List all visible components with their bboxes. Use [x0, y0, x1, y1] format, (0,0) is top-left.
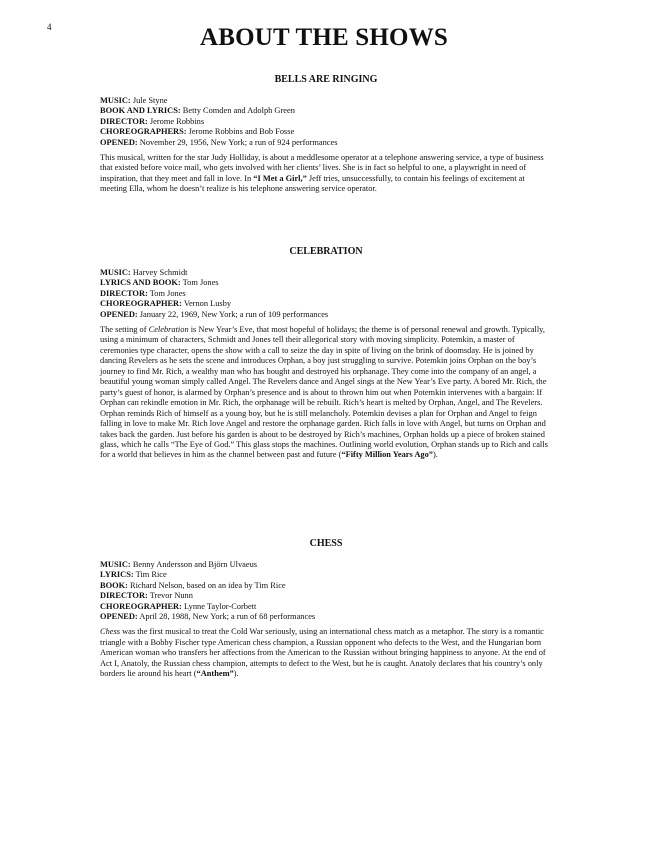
synopsis-text: ).	[432, 450, 438, 460]
credit-label: LYRICS AND BOOK:	[100, 278, 181, 288]
credit-line	[100, 278, 552, 288]
credits-list	[100, 268, 552, 320]
credit-value: Jerome Robbins	[149, 116, 205, 126]
credit-value: Trevor Nunn	[149, 591, 193, 601]
synopsis-text: ).	[233, 669, 239, 679]
credit-line	[100, 581, 552, 591]
show-name-italic: Chess	[100, 627, 121, 637]
credit-line	[100, 106, 552, 116]
synopsis-text: is New Year’s Eve, that most hopeful of holidays; the theme is of personal renewal and growth. Typically, using a minimum of characters, Schmidt and Jones tell their allegorical story with moving simplicity. Potemkin, a master of ceremonies type character, opens the show with a call to seize the day in spite of living on the brink of doomsday. He is joined by dancing Revelers as he sets the scene and introduces Orphan, a boy just struggling to survive. Potemkin joins Orphan on the boy’s journey to find Mr. Rich, a wealthy man who has bought and destroyed his orphanage. They come into the company of an angel, a beautiful young woman simply called Angel. The Revelers dance and Angel sings at the New Year’s Eve party. A bored Mr. Rich, the party’s guest of honor, is alarmed by Orphan’s presence and is about to thrown him out when Potemkin intervenes with a bargain: If Orphan can rekindle emotion in Mr. Rich, the orphanage will be rebuilt. Rich’s heart is melted by Orphan, Angel, and The Revelers. Orphan reminds Rich of himself as a young boy, but he is still melancholy. Potemkin devises a plan for Orphan and Angel to feign falling in love to make Mr. Rich love Angel and restore the orphanage garden. Rich falls in love with Angel, but turns on Orphan and takes back the garden. Just before his garden is about to be destroyed by Rich’s machines, Orphan holds up a piece of broken stained glass, which he calls “The Eye of God.” This glass stops the machines. Outlining world evolution, Orphan stands up to Rich and calls for a world that believes in him as the channel between past and future (	[100, 325, 548, 460]
show-section-celebration	[100, 246, 552, 461]
credit-value: November 29, 1956, New York; a run of 924 performances	[139, 137, 338, 147]
synopsis-text: This musical, written for the star Judy Holliday, is about a meddlesome operator at a telephone answering service, a type of business that existed before voice mail, who gets involved with her clients’ lives. She is in fact so helpful to one, a playwright in need of inspiration, that they meet and fall in love. In	[100, 153, 544, 183]
show-title: BELLS ARE RINGING	[274, 74, 378, 85]
credit-label: OPENED:	[100, 137, 138, 147]
credit-label: DIRECTOR:	[100, 288, 148, 298]
show-synopsis	[100, 627, 552, 679]
credit-label: CHOREOGRAPHERS:	[100, 127, 187, 137]
credit-label: DIRECTOR:	[100, 591, 148, 601]
credit-value: Harvey Schmidt	[132, 268, 188, 277]
credit-value: Lynne Taylor-Corbett	[183, 601, 257, 611]
credits-list	[100, 96, 552, 148]
credit-line	[100, 268, 552, 278]
credit-value: Benny Andersson and Björn Ulvaeus	[132, 560, 258, 569]
credit-value: Jerome Robbins and Bob Fosse	[188, 127, 295, 137]
credit-label: DIRECTOR:	[100, 116, 148, 126]
credit-label: OPENED:	[100, 309, 138, 319]
show-section-bells-are-ringing	[100, 74, 552, 195]
credit-line	[100, 602, 552, 612]
synopsis-text: Jeff tries, unsuccessfully, to contain his feelings of excitement at meeting Ella, whom he doesn’t realize is his telephone answering service operator.	[100, 173, 525, 194]
show-title: CELEBRATION	[289, 246, 363, 257]
credit-line	[100, 570, 552, 580]
song-title: “Anthem”	[196, 669, 234, 679]
song-title: “Fifty Million Years Ago”	[341, 450, 433, 460]
credit-value: Vernon Lusby	[183, 299, 232, 309]
credit-line	[100, 299, 552, 309]
page-number: 4	[47, 22, 52, 32]
credit-label: MUSIC:	[100, 96, 131, 105]
credit-value: January 22, 1969, New York; a run of 109 performances	[139, 309, 329, 319]
credit-line	[100, 127, 552, 137]
credit-line	[100, 560, 552, 570]
credit-value: Richard Nelson, based on an idea by Tim Rice	[130, 580, 286, 590]
page-title: ABOUT THE SHOWS	[200, 24, 448, 51]
credit-label: OPENED:	[100, 612, 138, 622]
show-title: CHESS	[309, 538, 343, 549]
credit-value: April 28, 1988, New York; a run of 68 performances	[139, 612, 316, 622]
synopsis-text: The setting of	[100, 325, 149, 335]
credit-value: Jule Styne	[132, 96, 168, 105]
credit-label: CHOREOGRAPHER:	[100, 299, 182, 309]
credit-line	[100, 310, 552, 320]
song-title: “I Met a Girl,”	[253, 173, 307, 183]
credits-list	[100, 560, 552, 622]
credit-label: BOOK AND LYRICS:	[100, 106, 181, 116]
credit-value: Tom Jones	[182, 278, 219, 288]
synopsis-text: was the first musical to treat the Cold War seriously, using an international chess match as a metaphor. The story is a romantic triangle with a Bobby Fischer type American chess champion, a Russian opponent who defects to the West, and the Hungarian born American woman who transfers her affections from the American to the Russian without bringing happiness to anyone. At the end of Act I, Anatoly, the Russian chess champion, attempts to defect to the West, but he is caught. Anatoly declares that his country’s only borders lie around his heart (	[100, 627, 546, 679]
show-synopsis	[100, 153, 552, 195]
credit-label: MUSIC:	[100, 560, 131, 569]
show-name-italic: Celebration	[148, 325, 189, 335]
credit-label: MUSIC:	[100, 268, 131, 277]
credit-line	[100, 117, 552, 127]
credit-line	[100, 289, 552, 299]
credit-label: CHOREOGRAPHER:	[100, 601, 182, 611]
credit-line	[100, 591, 552, 601]
credit-label: BOOK:	[100, 580, 128, 590]
credit-line	[100, 96, 552, 106]
credit-value: Tom Jones	[149, 288, 186, 298]
credit-value: Betty Comden and Adolph Green	[182, 106, 295, 116]
credit-line	[100, 612, 552, 622]
credit-line	[100, 138, 552, 148]
show-synopsis	[100, 325, 552, 461]
credit-value: Tim Rice	[135, 570, 167, 580]
show-section-chess	[100, 538, 552, 680]
credit-label: LYRICS:	[100, 570, 134, 580]
